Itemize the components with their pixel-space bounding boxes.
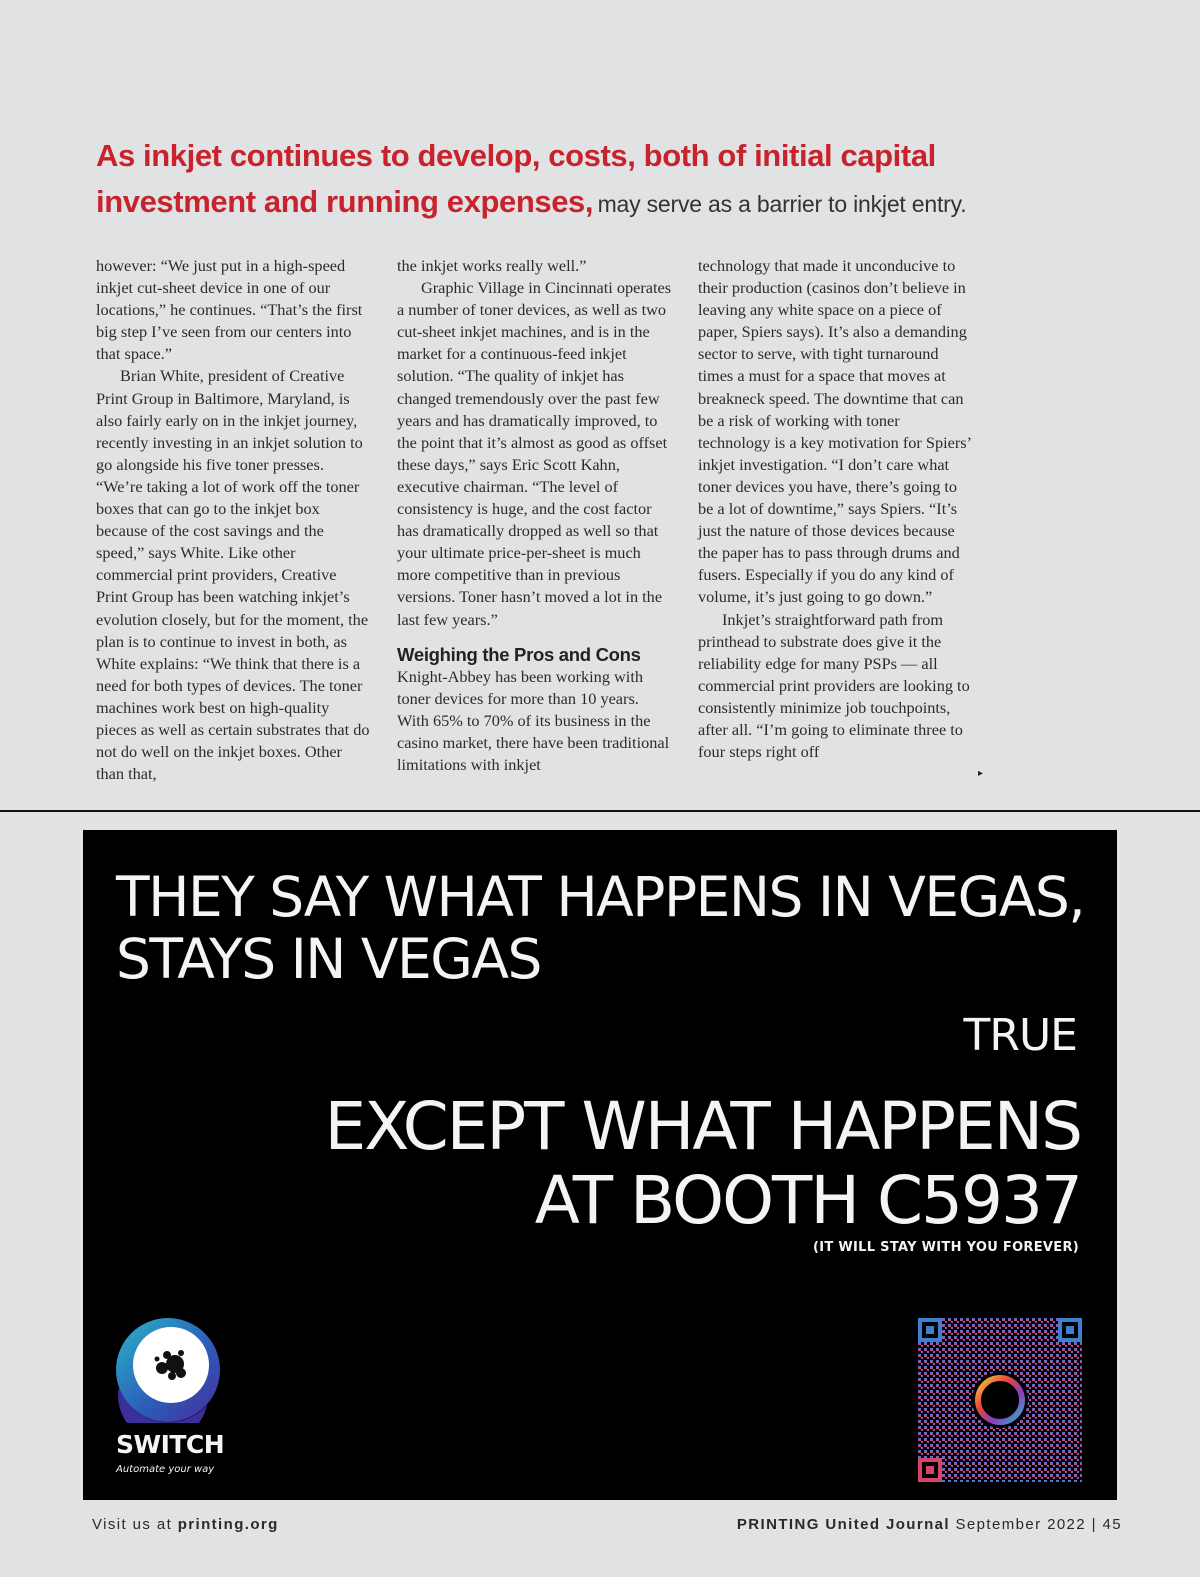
paragraph: however: “We just put in a high-speed inkjet cut-sheet device in one of our locations,” he continues. “That’s the first big step I’ve seen from our centers into that space.” xyxy=(96,256,363,364)
continued-arrow-icon: ▸ xyxy=(978,768,984,779)
brand-tagline: Automate your way xyxy=(116,1464,215,1475)
paragraph: the inkjet works really well.” xyxy=(397,256,587,275)
pull-quote xyxy=(96,136,996,228)
footer-website-link[interactable]: printing.org xyxy=(177,1516,279,1533)
article-column-2 xyxy=(397,255,673,776)
ad-headline xyxy=(116,866,1116,990)
switch-logo-icon xyxy=(115,1317,221,1423)
ad-except-line: AT BOOTH C5937 xyxy=(534,1162,1081,1239)
divider xyxy=(0,810,1200,812)
pull-quote-strong: As inkjet continues to develop, costs, both of initial capital investment and running expenses, xyxy=(96,138,936,219)
ad-headline-line: STAYS IN VEGAS xyxy=(116,927,541,991)
ad-except-text xyxy=(181,1090,1081,1238)
brand-name: SWITCH xyxy=(116,1430,225,1459)
ad-except-line: EXCEPT WHAT HAPPENS xyxy=(324,1088,1081,1165)
paragraph: Brian White, president of Creative Print Group in Baltimore, Maryland, is also fairly early on in the inkjet journey, recently investing in an inkjet solution to go alongside his five toner presses. “We’re taking a lot of work off the toner boxes that can go to the inkjet box because of the cost savings and the speed,” says White. Like other commercial print providers, Creative Print Group has been watching inkjet’s evolution closely, but for the moment, the plan is to continue to invest in both, as White explains: “We think that there is a need for both types of devices. The toner machines work best on high-quality pieces as well as certain substrates that do not do well on the inkjet boxes. Other than that, xyxy=(96,366,370,784)
article-column-3 xyxy=(698,255,974,763)
advertisement[interactable] xyxy=(83,830,1117,1500)
footer-issue-date: September 2022 xyxy=(955,1516,1087,1533)
footer-right xyxy=(737,1516,1122,1533)
footer-visit-label: Visit us at xyxy=(92,1516,173,1533)
footer-separator: | xyxy=(1091,1516,1097,1533)
qr-code-icon[interactable] xyxy=(918,1318,1082,1482)
footer-left xyxy=(92,1516,279,1533)
pull-quote-light: may serve as a barrier to inkjet entry. xyxy=(597,191,967,217)
article-column-1 xyxy=(96,255,372,785)
ad-note: (IT WILL STAY WITH YOU FOREVER) xyxy=(813,1240,1079,1255)
paragraph: Graphic Village in Cincinnati operates a number of toner devices, as well as two cut-sheet inkjet machines, and is in the market for a continuous-feed inkjet solution. “The quality of inkjet has changed tremendously over the past few years and has dramatically improved, to the point that it’s almost as good as offset these days,” says Eric Scott Kahn, executive chairman. “The level of consistency is huge, and the cost factor has dramatically dropped as well so that your ultimate price-per-sheet is much more competitive than in previous versions. Toner hasn’t moved a lot in the last few years.” xyxy=(397,278,672,629)
paragraph: technology that made it unconducive to their production (casinos don’t believe in leaving any white space on a piece of paper, Spiers says). It’s also a demanding sector to serve, with tight turnaround times a must for a space that moves at breakneck speed. The downtime that can be a risk of working with toner technology is a key motivation for Spiers’ inkjet investigation. “I don’t care what toner devices you have, there’s going to be a lot of downtime,” says Spiers. “It’s just the nature of those devices because the paper has to pass through drums and fusers. Especially if you do any kind of volume, it’s just going to go down.” xyxy=(698,256,971,607)
paragraph: Knight-Abbey has been working with toner devices for more than 10 years. With 65% to 70% of its business in the casino market, there have been traditional limitations with inkjet xyxy=(397,666,670,774)
ad-headline-line: THEY SAY WHAT HAPPENS IN VEGAS, xyxy=(116,865,1085,929)
section-subhead: Weighing the Pros and Cons xyxy=(397,643,641,665)
page-number: 45 xyxy=(1102,1516,1122,1533)
ad-true-text: TRUE xyxy=(963,1010,1077,1061)
footer-journal-name: PRINTING United Journal xyxy=(736,1516,950,1533)
paragraph: Inkjet’s straightforward path from printhead to substrate does give it the reliability edge for many PSPs — all commercial print providers are looking to consistently minimize job touchpoints, after all. “I’m going to eliminate three to four steps right off xyxy=(698,609,970,762)
